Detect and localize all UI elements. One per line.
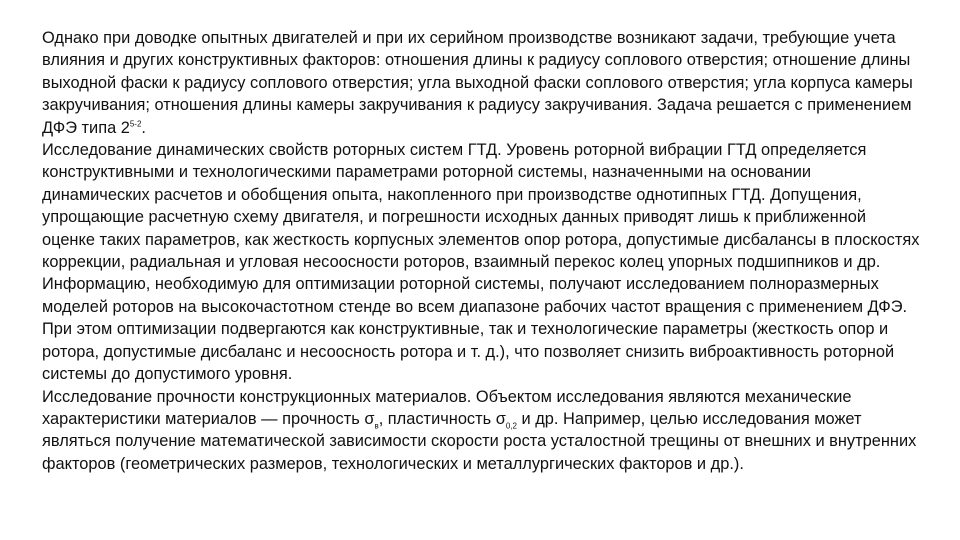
paragraph-text-c: и др. Например, целью исследования может являться получение математической зависимости скорости роста усталостной трещины от внешних и внутренних факторов (геометрических размеров, технологических и металлургических факторов и др.). [42, 409, 917, 473]
paragraph-text-b: , пластичность σ [378, 409, 506, 428]
paragraph-engine-tuning [42, 27, 922, 139]
paragraph-text: При этом оптимизации подвергаются как конструктивные, так и технологические параметры (жесткость опор и ротора, допустимые дисбаланс и несоосность ротора и т. д.), что позволяет снизить виброактивность роторной системы до допустимого уровня. [42, 320, 895, 384]
paragraph-rotor-optimization-info [42, 273, 922, 318]
paragraph-text-a: Исследование прочности конструкционных материалов. Объектом исследования являются механические характеристики материалов — прочность σ [42, 387, 852, 428]
paragraph-text: Информацию, необходимую для оптимизации роторной системы, получают исследованием полноразмерных моделей роторов на высокочастотном стенде во всем диапазоне рабочих частот вращения с применением ДФЭ. [42, 275, 908, 316]
paragraph-text: Исследование динамических свойств роторных систем ГТД. Уровень роторной вибрации ГТД определяется конструктивными и технологическими параметрами роторной системы, назначенными на основании динамических расчетов и обобщения опыта, накопленного при производстве однотипных ГТД. Допущения, упрощающие расчетную схему двигателя, и погрешности исходных данных приводят лишь к приближенной оценке таких параметров, как жесткость корпусных элементов опор ротора, допустимые дисбалансы в плоскостях коррекции, радиальная и угловая несоосности роторов, взаимный перекос колец упорных подшипников и др. [42, 141, 920, 272]
paragraph-rotor-dynamics [42, 139, 922, 273]
subscript-strength: в [374, 421, 379, 431]
superscript-exponent: 5-2 [129, 119, 142, 129]
paragraph-end: . [141, 118, 146, 137]
paragraph-material-strength [42, 386, 922, 476]
body-text [42, 27, 922, 475]
subscript-plasticity: 0,2 [505, 421, 517, 431]
paragraph-optimization-parameters [42, 318, 922, 385]
paragraph-text: Однако при доводке опытных двигателей и при их серийном производстве возникают задачи, требующие учета влияния и других конструктивных факторов: отношения длины к радиусу соплового отверстия; отношение длины выходной фаски к радиусу соплового отверстия; угла выходной фаски соплового отверстия; угла корпуса камеры закручивания; отношения длины камеры закручивания к радиусу закручивания. Задача решается с применением ДФЭ типа 2 [42, 29, 913, 137]
